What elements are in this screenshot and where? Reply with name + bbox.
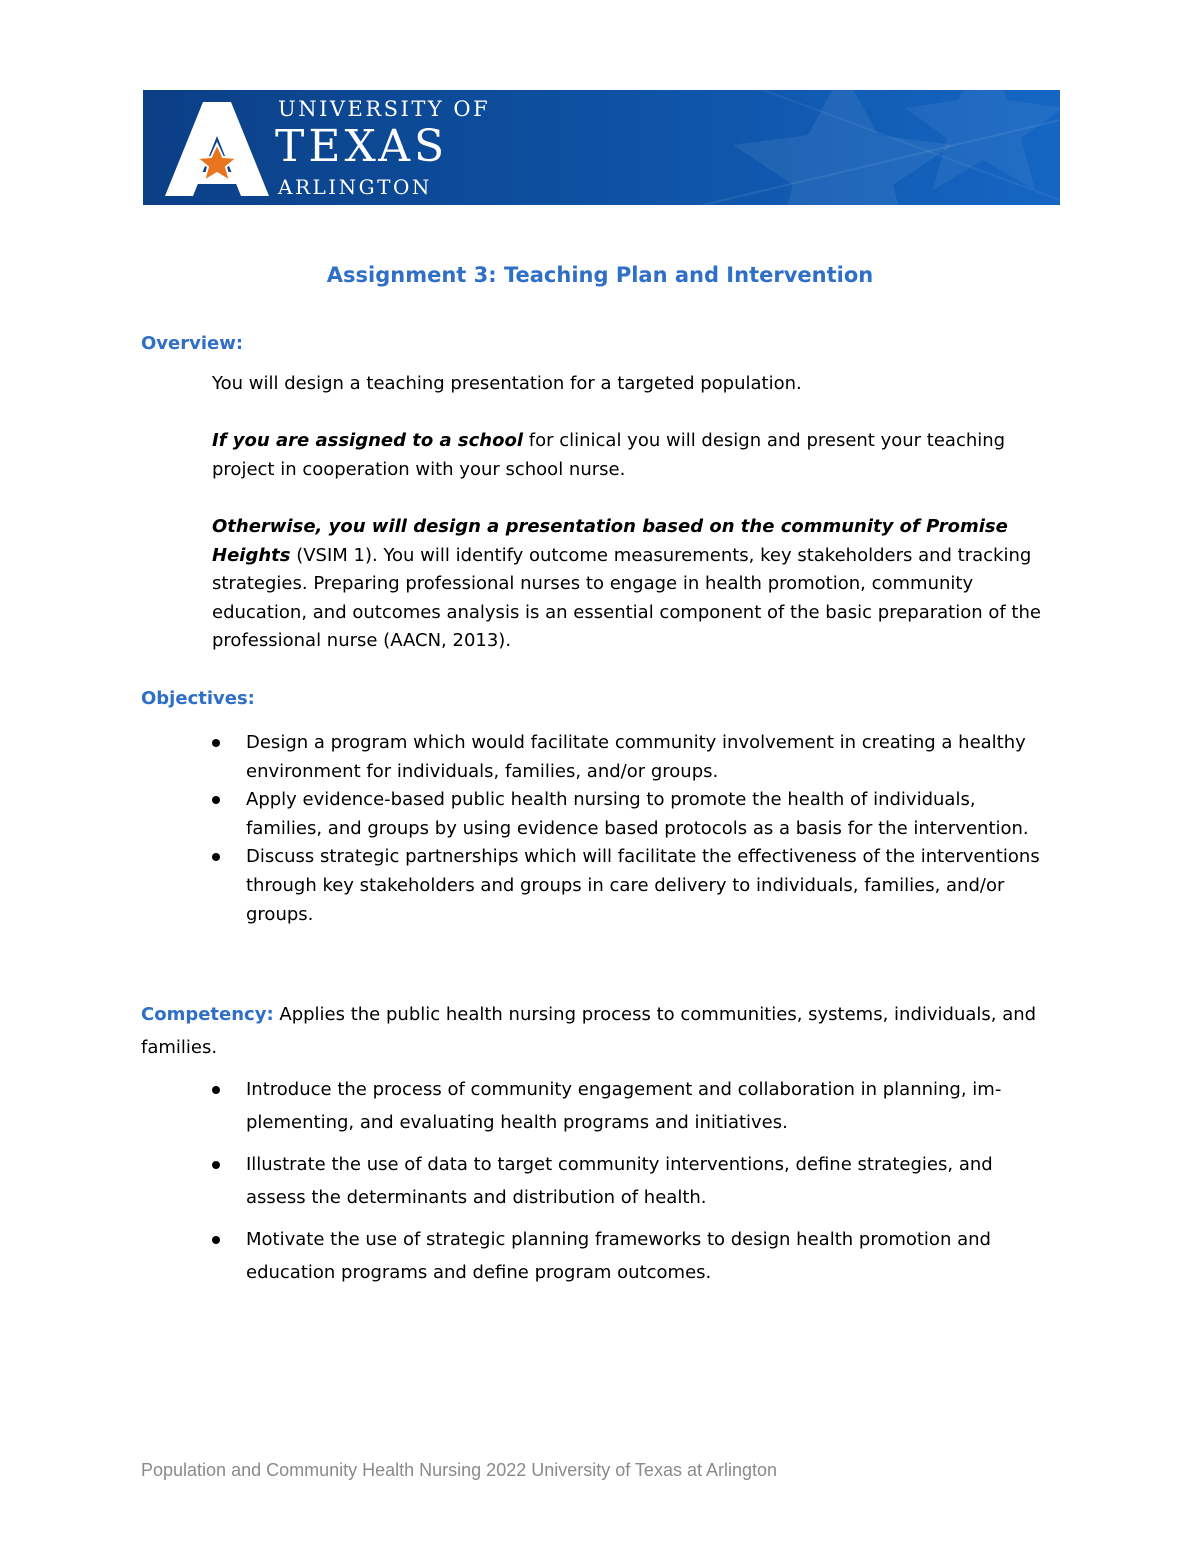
list-item-text: Apply evidence-based public health nursing to promote the health of individuals, families, and groups by using evidence based protocols as a basis for the intervention. (246, 789, 1029, 839)
logo-texas: TEXAS (275, 121, 449, 172)
university-banner (143, 90, 1060, 205)
list-item (212, 786, 1042, 843)
list-item-text: Discuss strategic partnerships which will facilitate the effectiveness of the interventions through key stakeholders and groups in care delivery to individuals, families, and/or groups. (246, 846, 1040, 925)
bullet-icon (212, 739, 220, 747)
overview-paragraph-3 (212, 513, 1062, 656)
competency-text: Applies the public health nursing process to communities, systems, individuals, and families. (141, 1004, 1037, 1058)
list-item-text: Introduce the process of community engagement and collaboration in planning, im-plementing, and evaluating health programs and initiatives. (246, 1079, 1002, 1133)
list-item (212, 1149, 1042, 1214)
page-footer: Population and Community Health Nursing 2022 University of Texas at Arlington (141, 1460, 778, 1480)
bullet-icon (212, 1236, 220, 1244)
logo-university-of: UNIVERSITY OF (278, 97, 491, 121)
uta-a-logo-icon (157, 100, 277, 198)
school-emphasis: If you are assigned to a school (212, 430, 524, 451)
promise-heights-emphasis: Otherwise, you will design a presentation based on the community of Promise Heights (212, 516, 1008, 566)
document-title: Assignment 3: Teaching Plan and Intervention (326, 263, 874, 287)
objectives-heading: Objectives: (141, 688, 255, 709)
bullet-icon (212, 1086, 220, 1094)
objectives-list (212, 729, 1042, 929)
list-item (212, 843, 1042, 929)
competency-list (212, 1074, 1042, 1300)
bullet-icon (212, 1161, 220, 1169)
list-item (212, 729, 1042, 786)
list-item-text: Motivate the use of strategic planning frameworks to design health promotion and education programs and define program outcomes. (246, 1229, 991, 1283)
overview-paragraph-3-rest: (VSIM 1). You will identify outcome measurements, key stakeholders and tracking strategies. Preparing professional nurses to engage in health promotion, community education, and outcomes analysis is an essential component of the basic preparation of the professional nurse (AACN, 2013). (212, 544, 1041, 652)
list-item-text: Design a program which would facilitate community involvement in creating a healthy environment for individuals, families, and/or groups. (246, 732, 1026, 782)
overview-paragraph-1: You will design a teaching presentation for a targeted population. (212, 373, 802, 394)
logo-arlington: ARLINGTON (278, 175, 432, 199)
competency-label: Competency: (141, 1004, 274, 1025)
list-item (212, 1224, 1042, 1289)
overview-paragraph-2 (212, 427, 1062, 484)
bullet-icon (212, 796, 220, 804)
list-item (212, 1074, 1042, 1139)
list-item-text: Illustrate the use of data to target community interventions, define strategies, and assess the determinants and distribution of health. (246, 1154, 993, 1208)
overview-heading: Overview: (141, 333, 244, 354)
overview-paragraph-2-rest: for clinical you will design and present your teaching project in cooperation with your school nurse. (212, 430, 1006, 480)
competency-paragraph (141, 999, 1041, 1065)
bullet-icon (212, 853, 220, 861)
